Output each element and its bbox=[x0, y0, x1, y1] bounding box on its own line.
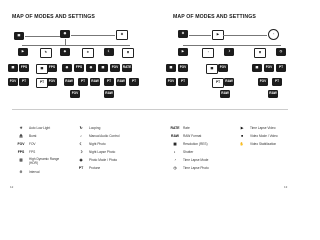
left-mode-map bbox=[8, 26, 141, 100]
protune-icon: PT bbox=[36, 78, 48, 88]
resolution-icon: ▦ bbox=[98, 64, 108, 72]
legend-item: ▥ High Dynamic Range (HDR) bbox=[16, 157, 63, 165]
left-page-title: MAP OF MODES AND SETTINGS bbox=[12, 14, 95, 20]
legend-item: PT Protune bbox=[76, 165, 100, 170]
legend-item: ⁂ Burst bbox=[16, 133, 36, 138]
fov-icon: FOV bbox=[264, 64, 274, 72]
legend-item: ▦ Resolution (RES) bbox=[170, 141, 208, 146]
photo-icon: ◉ bbox=[86, 64, 96, 72]
raw-icon: RAW bbox=[268, 90, 278, 98]
photo-mode-icon: ◉ bbox=[79, 157, 83, 162]
rate-icon: RATE bbox=[170, 125, 180, 130]
fov-icon: FOV bbox=[178, 64, 188, 72]
looping-icon: ↻ bbox=[40, 48, 52, 58]
raw-icon: RAW bbox=[171, 133, 179, 138]
burst-icon: ⁂ bbox=[19, 133, 23, 138]
fov-icon: FOV bbox=[47, 78, 57, 86]
fov-icon: FOV bbox=[218, 64, 228, 72]
time-lapse-video-icon: ▶ bbox=[178, 48, 188, 56]
legend-item: ♪ Manual Audio Control bbox=[76, 133, 119, 138]
protune-icon: PT bbox=[104, 78, 114, 86]
time-lapse-icon: ◔ bbox=[268, 29, 279, 40]
time-lapse-photo-icon: ◷ bbox=[276, 48, 286, 56]
legend-item: ◷ Time Lapse Photo bbox=[170, 165, 209, 170]
raw-icon: RAW bbox=[224, 78, 234, 86]
right-mode-map bbox=[162, 26, 295, 100]
photo-mode-icon: ▣ bbox=[14, 32, 24, 40]
night-lapse-icon: ☽ bbox=[224, 48, 234, 56]
legend-item: FPS FPS bbox=[17, 149, 36, 154]
video-mode-icon: ■ bbox=[240, 133, 244, 138]
right-page-number: 13 bbox=[284, 185, 288, 189]
video-stabilization-icon: ✋ bbox=[239, 141, 245, 146]
protune-icon: PT bbox=[178, 78, 188, 86]
protune-icon: PT bbox=[276, 64, 286, 72]
time-lapse-video-icon: ▶ bbox=[240, 125, 244, 130]
legend-item: ▶ Time Lapse Video bbox=[237, 125, 276, 130]
settings-icon: ⚙ bbox=[178, 30, 188, 38]
legend-item: ☾ Night Photo bbox=[76, 141, 106, 146]
legend-item: ✋ Video Stabilization bbox=[237, 141, 276, 146]
protune-icon: PT bbox=[212, 78, 224, 88]
resolution-icon: ▦ bbox=[173, 141, 177, 146]
time-lapse-photo-icon: ◔ bbox=[202, 48, 214, 58]
raw-icon: RAW bbox=[90, 78, 100, 86]
fps-icon: FPS bbox=[47, 64, 57, 72]
legend-item: ☽ Night Lapse Photo bbox=[76, 149, 115, 154]
raw-icon: RAW bbox=[64, 78, 74, 86]
night-photo-icon: ☾ bbox=[79, 141, 83, 146]
fov-icon: FOV bbox=[17, 141, 25, 146]
shutter-icon: ◐ bbox=[173, 149, 177, 154]
fov-icon: FOV bbox=[258, 78, 268, 86]
protune-icon: PT bbox=[129, 78, 139, 86]
video-mode-icon: ▶ bbox=[212, 30, 224, 40]
protune-icon: PT bbox=[272, 78, 282, 86]
resolution-icon: ▦ bbox=[252, 64, 262, 72]
fov-icon: FOV bbox=[110, 64, 120, 72]
legend-item: ⏱ Interval bbox=[16, 169, 39, 174]
resolution-icon: ▦ bbox=[166, 64, 176, 72]
protune-icon: PT bbox=[78, 165, 84, 170]
fov-icon: FOV bbox=[8, 78, 18, 86]
protune-icon: PT bbox=[19, 78, 29, 86]
raw-icon: RAW bbox=[116, 78, 126, 86]
settings-icon: ⚙ bbox=[116, 30, 128, 40]
legend-item: ■ Video Mode / Video bbox=[237, 133, 278, 138]
fps-icon: FPS bbox=[74, 64, 84, 72]
legend-item: RATE Rate bbox=[170, 125, 190, 130]
night-lapse-icon: ☽ bbox=[79, 149, 83, 154]
legend-item: ◉ Photo Mode / Photo bbox=[76, 157, 117, 162]
hsr-icon: ▥ bbox=[19, 157, 23, 162]
looping-icon: ↻ bbox=[79, 125, 83, 130]
legend-item: ◔ Time Lapse Mode bbox=[170, 157, 208, 162]
legend-item: ↻ Looping bbox=[76, 125, 100, 130]
interval-icon: ⧗ bbox=[254, 48, 266, 58]
resolution-icon: ▦ bbox=[36, 64, 48, 74]
burst-icon: ✶ bbox=[82, 48, 94, 58]
rate-icon: RATE bbox=[122, 64, 132, 72]
fps-icon: FPS bbox=[19, 64, 29, 72]
fps-icon: FPS bbox=[17, 149, 25, 154]
left-page-number: 12 bbox=[10, 185, 14, 189]
legend-item: RAW RAW Format bbox=[171, 133, 202, 138]
fov-icon: FOV bbox=[70, 90, 80, 98]
resolution-icon: ▦ bbox=[8, 64, 18, 72]
fov-icon: FOV bbox=[166, 78, 176, 86]
time-lapse-photo-icon: ◷ bbox=[173, 165, 177, 170]
raw-icon: RAW bbox=[220, 90, 230, 98]
manual-audio-icon: ♪ bbox=[80, 133, 82, 138]
video-mode-icon: ◈ bbox=[60, 48, 70, 56]
raw-icon: RAW bbox=[104, 90, 114, 98]
resolution-icon: ▦ bbox=[206, 64, 218, 74]
legend-item: ◐ Shutter bbox=[170, 149, 193, 154]
legend-item: FOV FOV bbox=[17, 141, 36, 146]
right-page-title: MAP OF MODES AND SETTINGS bbox=[173, 14, 256, 20]
legend-item: ☀ Auto Low Light bbox=[16, 125, 50, 130]
photo-mode-icon: ◉ bbox=[60, 30, 70, 38]
protune-icon: PT bbox=[78, 78, 88, 86]
time-lapse-mode-icon: ◔ bbox=[173, 157, 177, 162]
video-mode-icon: ▶ bbox=[18, 48, 28, 56]
interval-icon: ⏱ bbox=[19, 169, 23, 174]
photo-icon: ◉ bbox=[62, 64, 72, 72]
night-photo-icon: ☾ bbox=[104, 48, 114, 56]
interval-icon: ⧗ bbox=[122, 48, 134, 58]
sun-icon: ☀ bbox=[19, 125, 23, 130]
